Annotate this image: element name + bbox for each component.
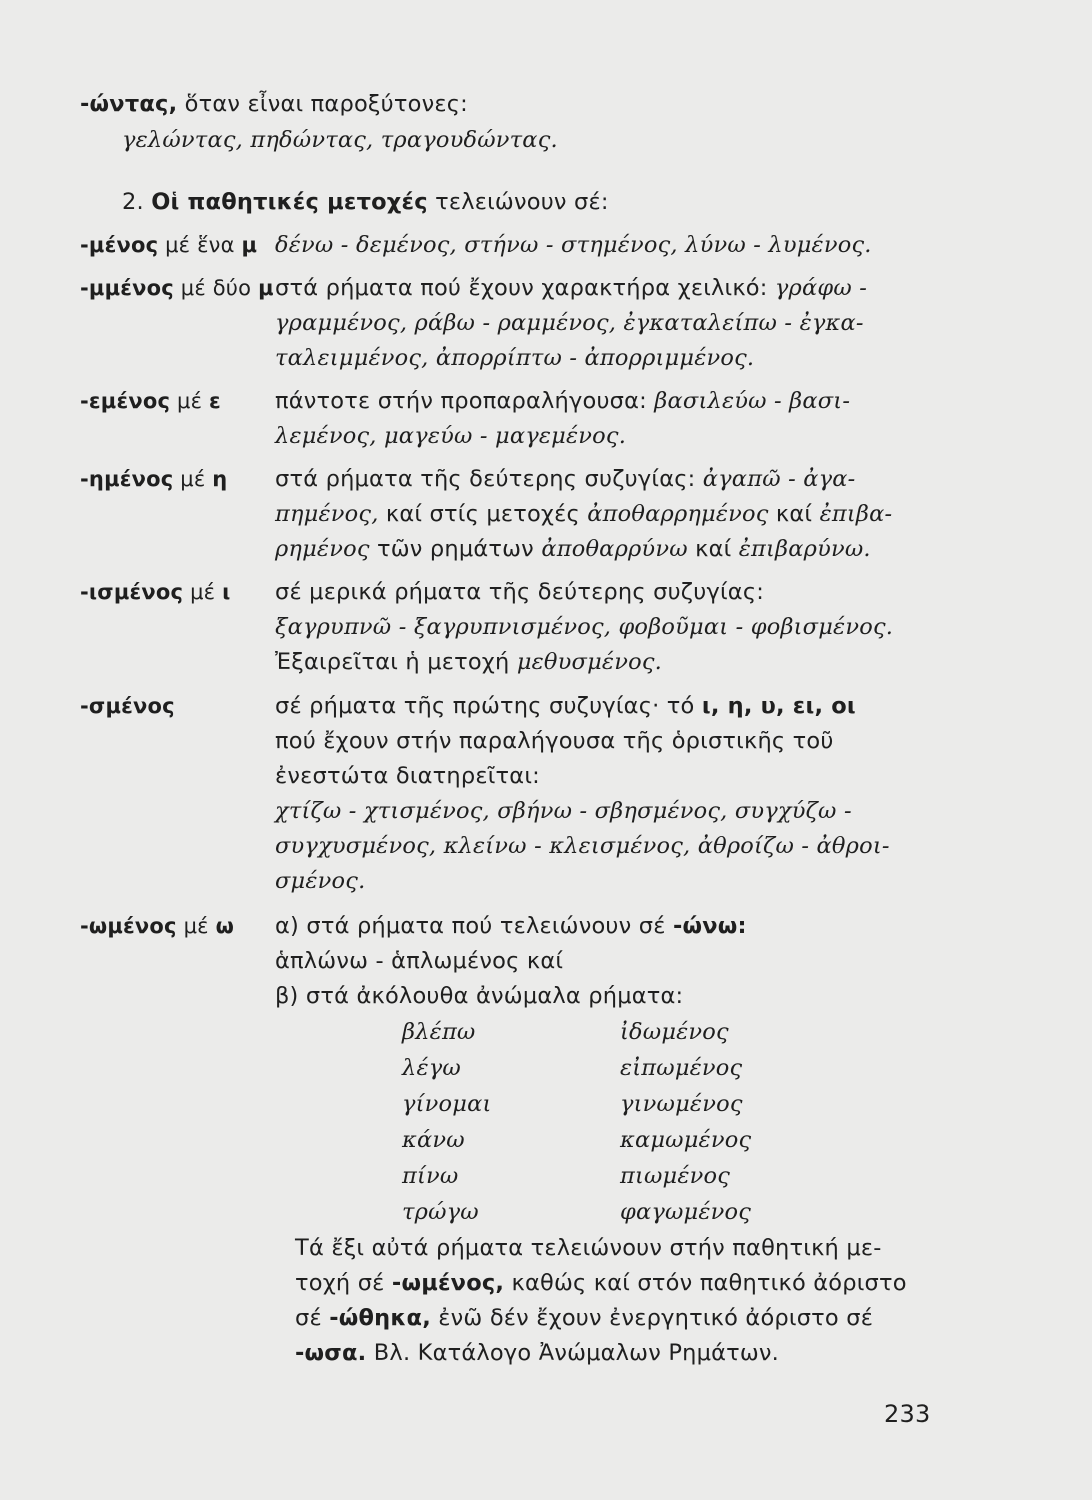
participle-cell: ἰδωμένος [620,1019,729,1045]
verb-cell: λέγω [402,1055,461,1081]
label-ismenos: -ισμένος μέ ι [80,580,231,604]
emenos-line-2: λεμένος, μαγεύω - μαγεμένος. [275,423,627,449]
smenos-line-6: σμένος. [275,868,366,894]
label-imenos-eta: -ημένος μέ η [80,467,228,491]
imenos-line-2: πημένος, καί στίς μετοχές ἀποθαρρημένος καί ἐπιβα- [275,501,893,527]
participle-cell: καμωμένος [620,1127,752,1153]
intro-line-2: γελώντας, πηδώντας, τραγουδώντας. [122,127,558,153]
mmenos-line-2: γραμμένος, ράβω - ραμμένος, ἐγκαταλείπω - ἐγκα- [275,310,864,336]
omenos-line-2: ἁπλώνω - ἁπλωμένος καί [275,948,564,974]
smenos-line-5: συγχυσμένος, κλείνω - κλεισμένος, ἀθροίζω - ἀθροι- [275,833,890,859]
smenos-line-3: ἐνεστώτα διατηρεῖται: [275,763,540,789]
imenos-line-1: στά ρήματα τῆς δεύτερης συζυγίας: ἀγαπῶ - ἀγα- [275,466,856,492]
emenos-line-1: πάντοτε στήν προπαραλήγουσα: βασιλεύω - βασι- [275,388,851,414]
label-menos: -μένος μέ ἕνα μ [80,233,258,257]
participle-cell: γινωμένος [620,1091,743,1117]
closing-line-2: τοχή σέ -ωμένος, καθώς καί στόν παθητικό ἀόριστο [295,1270,907,1296]
closing-line-4: -ωσα. Βλ. Κατάλογο Ἀνώμαλων Ρημάτων. [295,1340,780,1366]
menos-examples: δένω - δεμένος, στήνω - στημένος, λύνω - λυμένος. [275,232,872,258]
intro-line-1: -ώντας, ὅταν εἶναι παροξύτονες: [80,91,468,117]
ismenos-line-1: σέ μερικά ρήματα τῆς δεύτερης συζυγίας: [275,579,765,605]
verb-cell: βλέπω [402,1019,476,1045]
label-smenos: -σμένος [80,694,175,718]
page-number: 233 [884,1400,931,1428]
section-heading: 2. Οἱ παθητικές μετοχές τελειώνουν σέ: [122,189,609,215]
mmenos-line-3: ταλειμμένος, ἀπορρίπτω - ἀπορριμμένος. [275,345,755,371]
smenos-line-2: πού ἔχουν στήν παραλήγουσα τῆς ὁριστικῆς τοῦ [275,728,834,754]
verb-cell: τρώγω [402,1199,479,1225]
mmenos-line-1: στά ρήματα πού ἔχουν χαρακτήρα χειλικό: γράφω - [275,275,868,301]
smenos-line-1: σέ ρήματα τῆς πρώτης συζυγίας· τό ι, η, υ, ει, οι [275,693,856,719]
participle-cell: φαγωμένος [620,1199,752,1225]
closing-line-3: σέ -ώθηκα, ἐνῶ δέν ἔχουν ἐνεργητικό ἀόριστο σέ [295,1305,874,1331]
omenos-line-1: α) στά ρήματα πού τελειώνουν σέ -ώνω: [275,913,747,939]
label-omenos: -ωμένος μέ ω [80,914,235,938]
ismenos-line-3: Ἐξαιρεῖται ἡ μετοχή μεθυσμένος. [275,649,662,675]
imenos-line-3: ρημένος τῶν ρημάτων ἀποθαρρύνω καί ἐπιβαρύνω. [275,536,871,562]
participle-cell: εἰπωμένος [620,1055,743,1081]
verb-cell: κάνω [402,1127,465,1153]
smenos-line-4: χτίζω - χτισμένος, σβήνω - σβησμένος, συγχύζω - [275,798,852,824]
ismenos-line-2: ξαγρυπνῶ - ξαγρυπνισμένος, φοβοῦμαι - φοβισμένος. [275,614,894,640]
omenos-line-3: β) στά ἀκόλουθα ἀνώμαλα ρήματα: [275,983,684,1009]
closing-line-1: Τά ἔξι αὐτά ρήματα τελειώνουν στήν παθητική με- [295,1235,882,1261]
label-emenos: -εμένος μέ ε [80,389,221,413]
verb-cell: πίνω [402,1163,459,1189]
label-mmenos: -μμένος μέ δύο μ [80,276,274,300]
participle-cell: πιωμένος [620,1163,731,1189]
verb-cell: γίνομαι [402,1091,492,1117]
